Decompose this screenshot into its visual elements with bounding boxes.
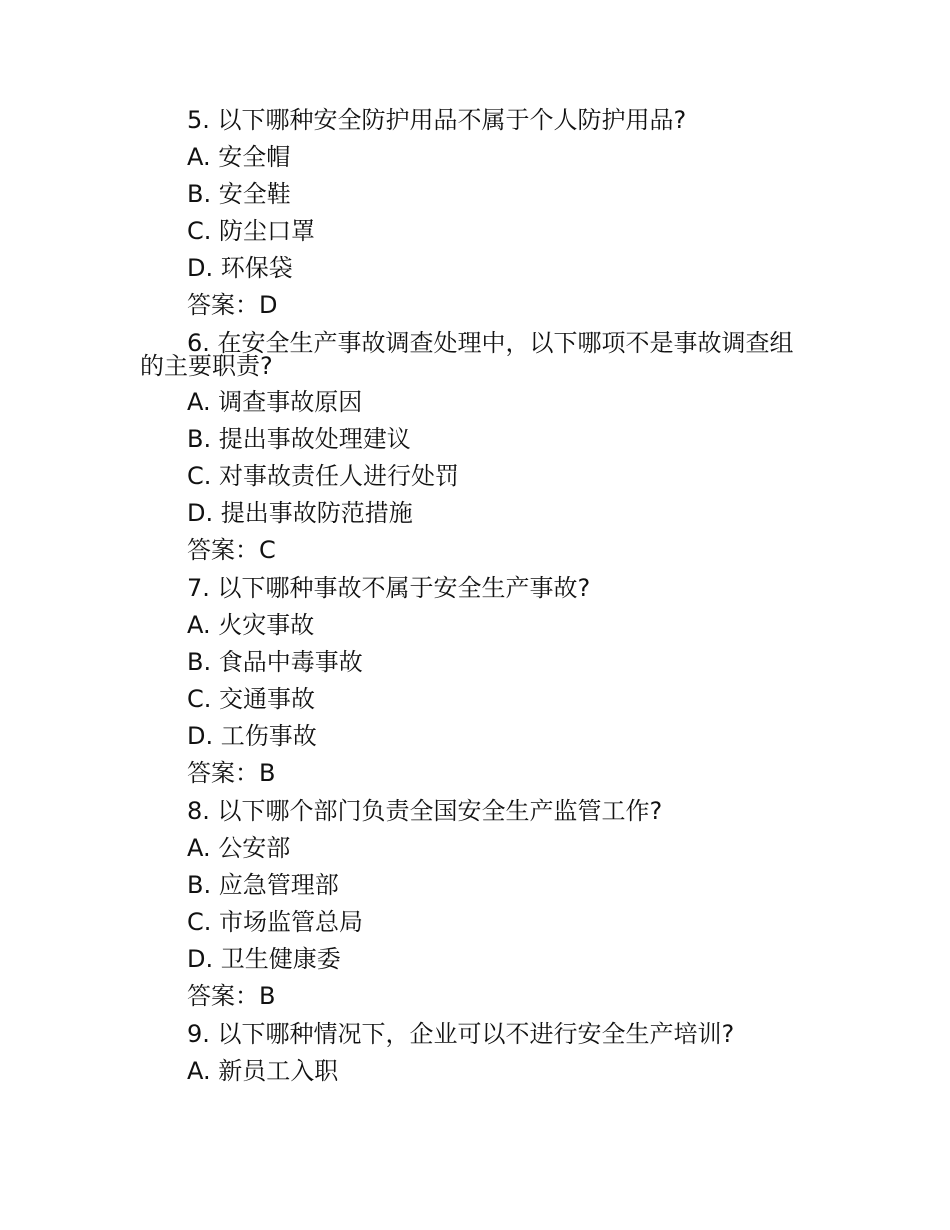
question-8-option-d: D. 卫生健康委 [187,945,341,973]
question-8-option-a: A. 公安部 [187,834,291,862]
question-8-option-b: B. 应急管理部 [187,871,339,899]
question-5-answer: 答案：D [187,291,278,319]
question-6-option-a: A. 调查事故原因 [187,388,363,416]
question-8-text: 8. 以下哪个部门负责全国安全生产监管工作? [187,797,663,825]
question-5-option-b: B. 安全鞋 [187,180,291,208]
question-5-text: 5. 以下哪种安全防护用品不属于个人防护用品? [187,106,687,134]
question-6-text-continued: 的主要职责? [140,352,273,380]
question-9-text: 9. 以下哪种情况下，企业可以不进行安全生产培训? [187,1020,735,1048]
question-5-option-c: C. 防尘口罩 [187,217,316,245]
question-8-answer: 答案：B [187,982,276,1010]
question-6-text: 6. 在安全生产事故调查处理中，以下哪项不是事故调查组 [187,329,794,357]
question-5-option-d: D. 环保袋 [187,254,293,282]
question-6-option-d: D. 提出事故防范措施 [187,499,413,527]
question-7-text: 7. 以下哪种事故不属于安全生产事故? [187,574,591,602]
question-9-option-a: A. 新员工入职 [187,1057,339,1085]
question-6-option-b: B. 提出事故处理建议 [187,425,411,453]
question-7-option-d: D. 工伤事故 [187,722,317,750]
question-7-option-b: B. 食品中毒事故 [187,648,363,676]
question-6-option-c: C. 对事故责任人进行处罚 [187,462,460,490]
question-7-option-c: C. 交通事故 [187,685,316,713]
question-5-option-a: A. 安全帽 [187,143,291,171]
question-7-answer: 答案：B [187,759,276,787]
question-7-option-a: A. 火灾事故 [187,611,315,639]
question-6-answer: 答案：C [187,536,276,564]
question-8-option-c: C. 市场监管总局 [187,908,364,936]
